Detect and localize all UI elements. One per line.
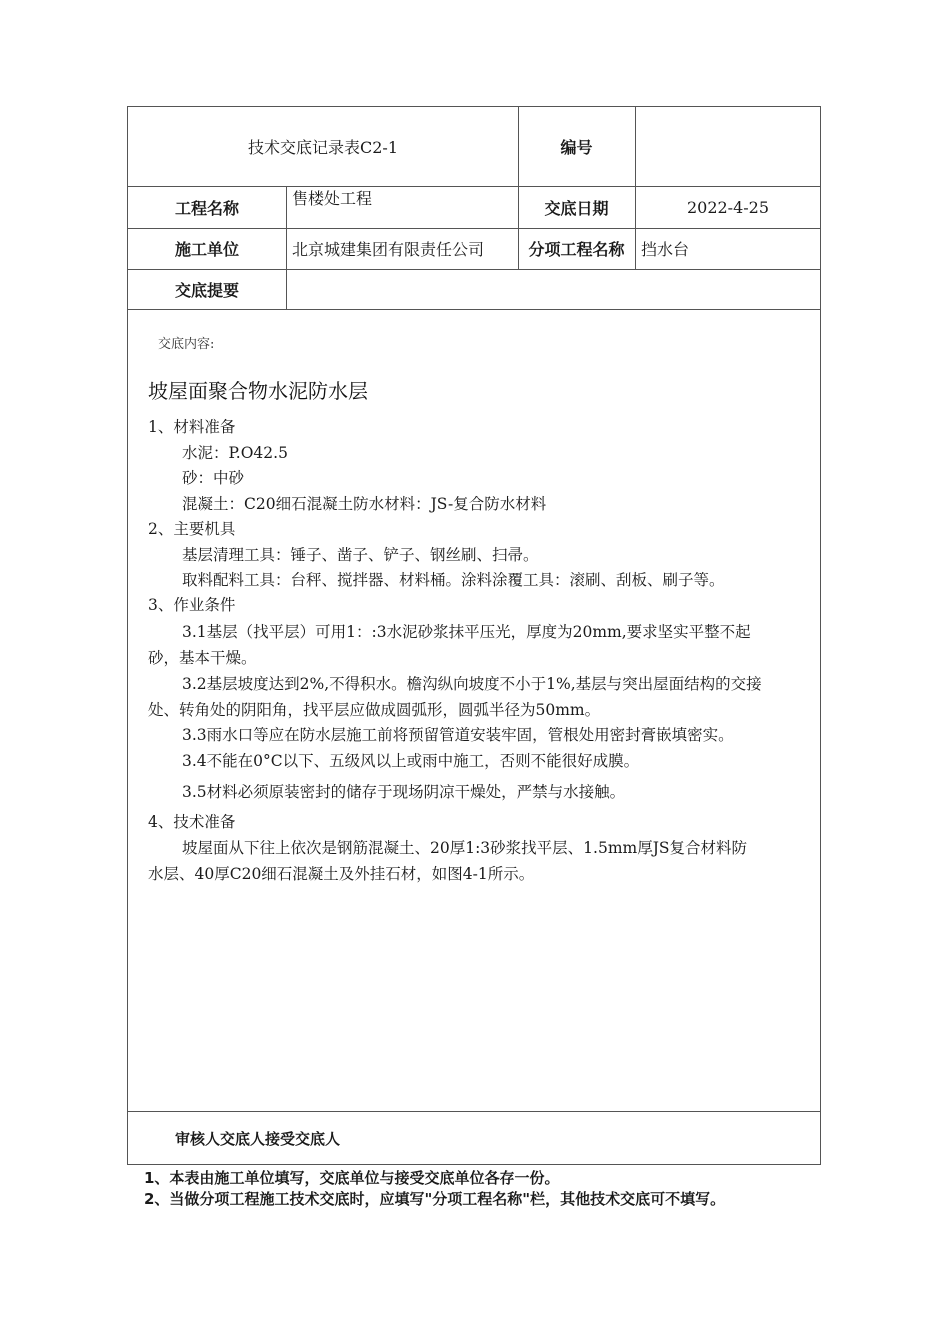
summary-value [286,269,821,309]
sub-project-label: 分项工程名称 [528,240,625,259]
date-value: 2022-4-25 [686,197,770,217]
section-title: 2、主要机具 [148,520,236,538]
section-title: 4、技术准备 [148,813,236,831]
paragraph-line: 混凝土：C20细石混凝土防水材料：JS-复合防水材料 [182,495,547,513]
footnote-1: 1、本表由施工单位填写，交底单位与接受交底单位各存一份。 [144,1169,560,1187]
paragraph-line: 3.4不能在0°C以下、五级风以上或雨中施工，否则不能很好成膜。 [182,752,640,770]
paragraph-line: 3.2基层坡度达到2%,不得积水。檐沟纵向坡度不小于1%,基层与突出屋面结构的交接 [182,675,762,693]
project-name-value: 售楼处工程 [292,189,373,208]
signature-row: 审核人交底人接受交底人 [175,1130,341,1148]
project-name-label: 工程名称 [174,198,239,218]
paragraph-line: 水泥：P.O42.5 [182,444,288,462]
paragraph-line: 砂，基本干燥。 [148,649,257,667]
section-title: 1、材料准备 [148,418,236,436]
paragraph-line: 3.3雨水口等应在防水层施工前将预留管道安装牢固，管根处用密封膏嵌填密实。 [182,726,734,744]
unit-label: 施工单位 [174,240,239,259]
paragraph-line: 取料配料工具：台秤、搅拌器、材料桶。涂料涂覆工具：滚刷、刮板、刷子等。 [182,571,725,589]
number-value [635,107,821,186]
content-heading: 坡屋面聚合物水泥防水层 [148,379,368,403]
paragraph-line: 处、转角处的阴阳角，找平层应做成圆弧形，圆弧半径为50mm。 [148,701,601,719]
paragraph-line: 基层清理工具：锤子、凿子、铲子、钢丝刷、扫帚。 [182,546,539,564]
unit-value: 北京城建集团有限责任公司 [292,240,485,259]
summary-label: 交底提要 [174,280,239,300]
paragraph-line: 3.1基层（找平层）可用1：:3水泥砂浆抹平压光，厚度为20mm,要求坚实平整不起 [182,623,751,641]
date-label: 交底日期 [544,198,609,218]
footnote-2: 2、当做分项工程施工技术交底时，应填写"分项工程名称"栏，其他技术交底可不填写。 [144,1190,726,1208]
paragraph-line: 砂：中砂 [182,469,245,487]
form-title: 技术交底记录表C2-1 [247,138,398,157]
number-label: 编号 [560,138,593,157]
paragraph-line: 坡屋面从下往上依次是钢筋混凝土、20厚1:3砂浆找平层、1.5mm厚JS复合材料防 [182,839,748,857]
technical-briefing-form [127,106,821,1165]
paragraph-line: 3.5材料必须原装密封的储存于现场阴凉干燥处，严禁与水接触。 [182,783,626,801]
row-divider [128,309,820,310]
section-title: 3、作业条件 [148,596,236,614]
paragraph-line: 水层、40厚C20细石混凝土及外挂石材，如图4-1所示。 [148,865,535,883]
content-intro: 交底内容: [158,337,215,352]
sub-project-value: 挡水台 [641,240,690,259]
